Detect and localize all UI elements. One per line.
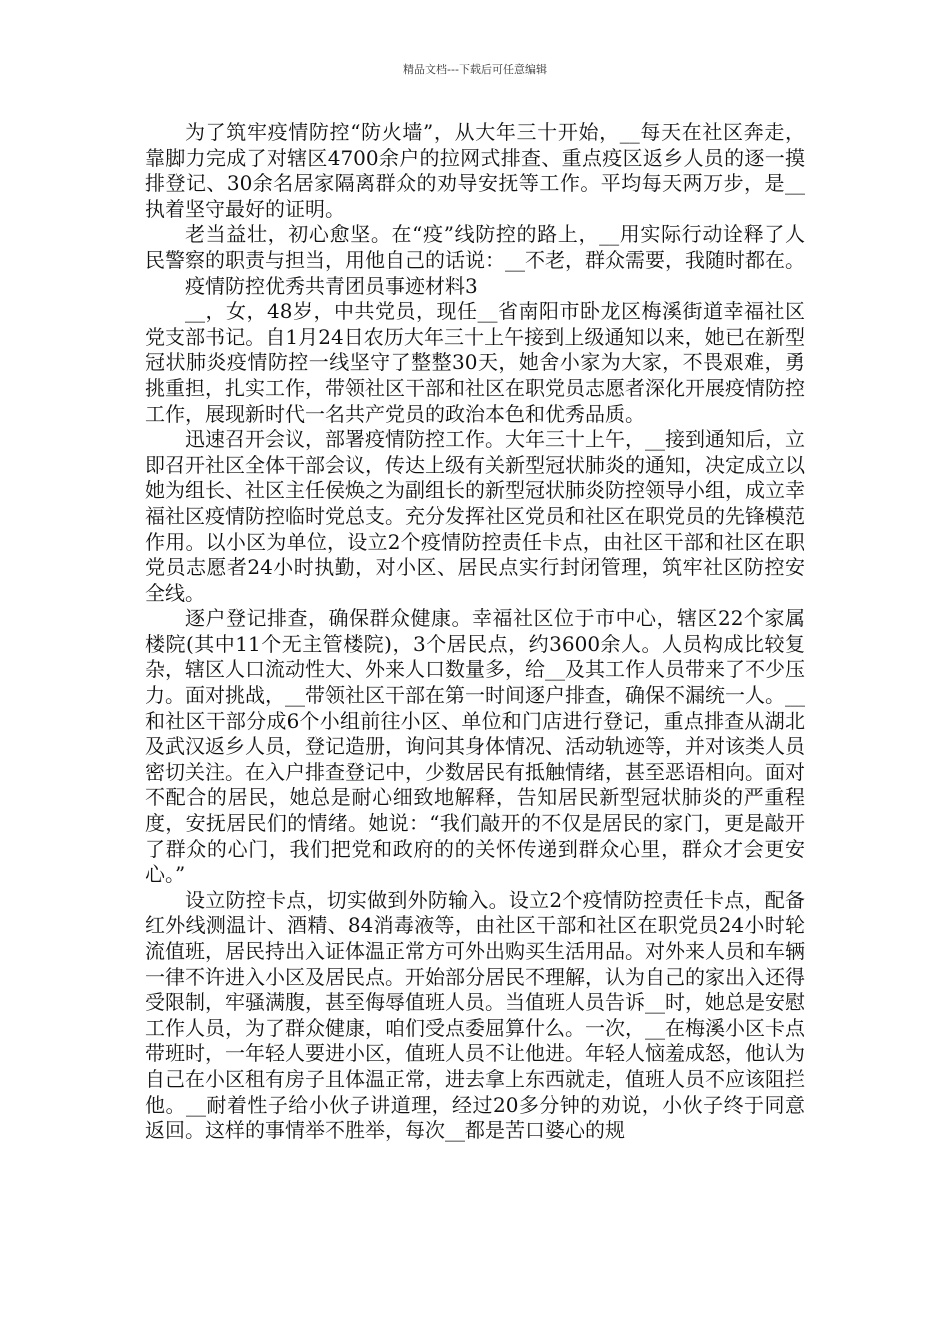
paragraph: 迅速召开会议，部署疫情防控工作。大年三十上午，__接到通知后，立即召开社区全体干部会议，传达上级有关新型冠状肺炎的通知，决定成立以她为组长、社区主任侯焕之为副组长的新型冠状肺炎防控领导小组，成立幸福社区疫情防控临时党总支。充分发挥社区党员和社区在职党员的先锋模范作用。以小区为单位，设立2个疫情防控责任卡点，由社区干部和社区在职党员志愿者24小时执勤，对小区、居民点实行封闭管理，筑牢社区防控安全线。 — [145, 427, 805, 605]
document-body — [145, 120, 805, 1144]
paragraph: 逐户登记排查，确保群众健康。幸福社区位于市中心，辖区22个家属楼院(其中11个无主管楼院)，3个居民点，约3600余人。人员构成比较复杂，辖区人口流动性大、外来人口数量多，给__及其工作人员带来了不少压力。面对挑战，__带领社区干部在第一时间逐户排查，确保不漏统一人。__和社区干部分成6个小组前往小区、单位和门店进行登记，重点排查从湖北及武汉返乡人员，登记造册，询问其身体情况、活动轨迹等，并对该类人员密切关注。在入户排查登记中，少数居民有抵触情绪，甚至恶语相向。面对不配合的居民，她总是耐心细致地解释，告知居民新型冠状肺炎的严重程度，安抚居民们的情绪。她说：“我们敲开的不仅是居民的家门，更是敲开了群众的心门，我们把党和政府的的关怀传递到群众心里，群众才会更安心。” — [145, 606, 805, 887]
paragraph: 老当益壮，初心愈坚。在“疫”线防控的路上，__用实际行动诠释了人民警察的职责与担当，用他自己的话说：__不老，群众需要，我随时都在。 — [145, 222, 805, 272]
page-header: 精品文档---下载后可任意编辑 — [403, 63, 547, 76]
paragraph: 为了筑牢疫情防控“防火墙”，从大年三十开始，__每天在社区奔走，靠脚力完成了对辖区4700余户的拉网式排查、重点疫区返乡人员的逐一摸排登记、30余名居家隔离群众的劝导安抚等工作。平均每天两万步，是__执着坚守最好的证明。 — [145, 120, 805, 221]
paragraph: 设立防控卡点，切实做到外防输入。设立2个疫情防控责任卡点，配备红外线测温计、酒精、84消毒液等，由社区干部和社区在职党员24小时轮流值班，居民持出入证体温正常方可外出购买生活用品。对外来人员和车辆一律不许进入小区及居民点。开始部分居民不理解，认为自己的家出入还得受限制，牢骚满腹，甚至侮辱值班人员。当值班人员告诉__时，她总是安慰工作人员，为了群众健康，咱们受点委屈算什么。一次，__在梅溪小区卡点带班时，一年轻人要进小区，值班人员不让他进。年轻人恼羞成怒，他认为自己在小区租有房子且体温正常，进去拿上东西就走，值班人员不应该阻拦他。__耐着性子给小伙子讲道理，经过20多分钟的劝说，小伙子终于同意返回。这样的事情举不胜举，每次__都是苦口婆心的规 — [145, 887, 805, 1143]
section-title: 疫情防控优秀共青团员事迹材料3 — [185, 273, 478, 298]
paragraph: __，女，48岁，中共党员，现任__省南阳市卧龙区梅溪街道幸福社区党支部书记。自1月24日农历大年三十上午接到上级通知以来，她已在新型冠状肺炎疫情防控一线坚守了整整30天，她舍小家为大家，不畏艰难，勇挑重担，扎实工作，带领社区干部和社区在职党员志愿者深化开展疫情防控工作，展现新时代一名共产党员的政治本色和优秀品质。 — [145, 299, 805, 426]
